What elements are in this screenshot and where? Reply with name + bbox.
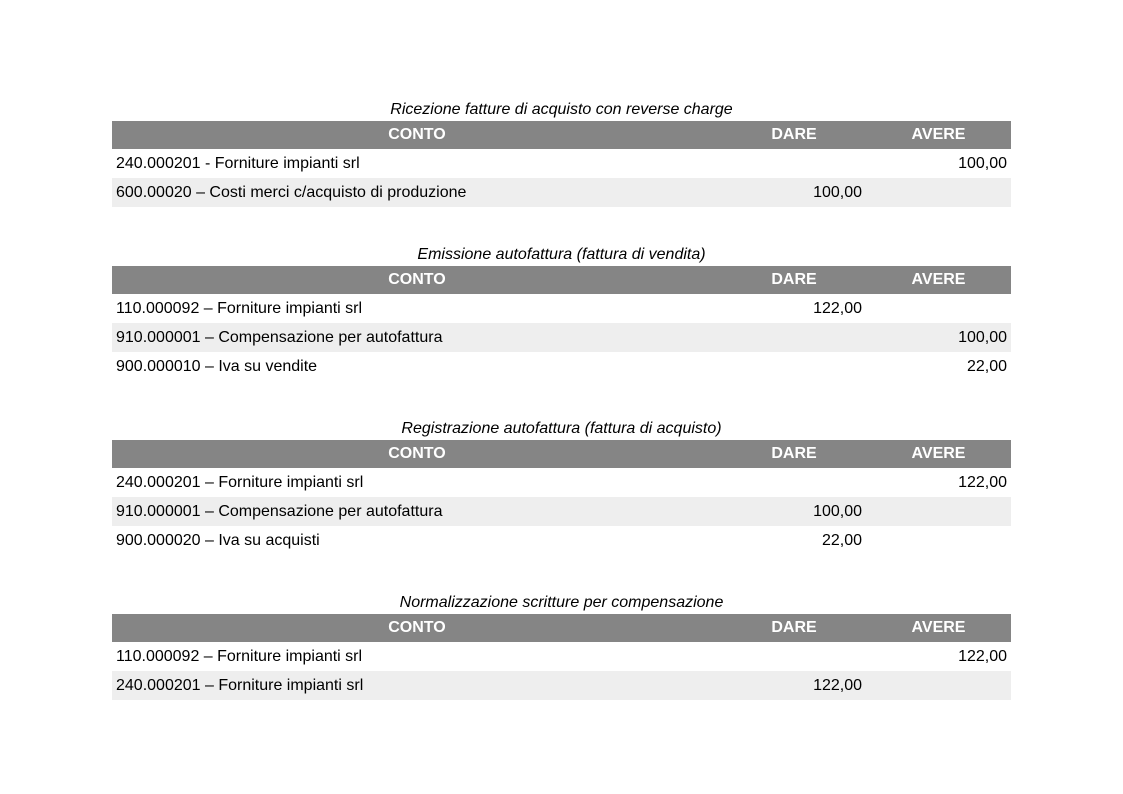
section-normalizzazione-scritture xyxy=(112,594,1011,700)
avere-cell xyxy=(866,294,1011,323)
journal-table xyxy=(112,440,1011,555)
avere-cell xyxy=(866,671,1011,700)
account-cell: 900.000010 – Iva su vendite xyxy=(112,352,722,381)
column-header-conto: CONTO xyxy=(112,121,722,149)
avere-cell xyxy=(866,178,1011,207)
column-header-avere: AVERE xyxy=(866,266,1011,294)
account-cell: 600.00020 – Costi merci c/acquisto di produzione xyxy=(112,178,722,207)
column-header-avere: AVERE xyxy=(866,121,1011,149)
account-cell: 240.000201 – Forniture impianti srl xyxy=(112,468,722,497)
avere-cell: 122,00 xyxy=(866,642,1011,671)
dare-cell xyxy=(722,149,866,178)
column-header-dare: DARE xyxy=(722,266,866,294)
avere-cell: 100,00 xyxy=(866,149,1011,178)
column-header-conto: CONTO xyxy=(112,614,722,642)
table-header-row xyxy=(112,440,1011,468)
section-emissione-autofattura xyxy=(112,246,1011,381)
table-row xyxy=(112,671,1011,700)
section-registrazione-autofattura xyxy=(112,420,1011,555)
column-header-dare: DARE xyxy=(722,121,866,149)
avere-cell xyxy=(866,497,1011,526)
column-header-dare: DARE xyxy=(722,614,866,642)
table-row xyxy=(112,468,1011,497)
table-row xyxy=(112,497,1011,526)
dare-cell xyxy=(722,642,866,671)
dare-cell: 100,00 xyxy=(722,178,866,207)
journal-table xyxy=(112,121,1011,207)
account-cell: 110.000092 – Forniture impianti srl xyxy=(112,294,722,323)
table-header-row xyxy=(112,614,1011,642)
dare-cell: 100,00 xyxy=(722,497,866,526)
account-cell: 910.000001 – Compensazione per autofattura xyxy=(112,497,722,526)
table-row xyxy=(112,526,1011,555)
journal-table xyxy=(112,266,1011,381)
dare-cell: 122,00 xyxy=(722,671,866,700)
avere-cell xyxy=(866,526,1011,555)
table-row xyxy=(112,178,1011,207)
section-title: Ricezione fatture di acquisto con reverse charge xyxy=(390,101,733,118)
dare-cell xyxy=(722,323,866,352)
table-row xyxy=(112,323,1011,352)
avere-cell: 122,00 xyxy=(866,468,1011,497)
dare-cell xyxy=(722,468,866,497)
table-header-row xyxy=(112,266,1011,294)
table-row xyxy=(112,642,1011,671)
journal-table xyxy=(112,614,1011,700)
document-page xyxy=(112,0,1011,700)
avere-cell: 100,00 xyxy=(866,323,1011,352)
column-header-dare: DARE xyxy=(722,440,866,468)
dare-cell: 22,00 xyxy=(722,526,866,555)
account-cell: 910.000001 – Compensazione per autofattura xyxy=(112,323,722,352)
table-row xyxy=(112,294,1011,323)
account-cell: 110.000092 – Forniture impianti srl xyxy=(112,642,722,671)
account-cell: 240.000201 - Forniture impianti srl xyxy=(112,149,722,178)
column-header-conto: CONTO xyxy=(112,440,722,468)
section-title: Registrazione autofattura (fattura di acquisto) xyxy=(401,420,722,437)
table-header-row xyxy=(112,121,1011,149)
column-header-avere: AVERE xyxy=(866,614,1011,642)
column-header-conto: CONTO xyxy=(112,266,722,294)
table-row xyxy=(112,149,1011,178)
account-cell: 240.000201 – Forniture impianti srl xyxy=(112,671,722,700)
section-ricezione-fatture xyxy=(112,101,1011,207)
section-title: Emissione autofattura (fattura di vendita) xyxy=(417,246,706,263)
avere-cell: 22,00 xyxy=(866,352,1011,381)
section-title: Normalizzazione scritture per compensazione xyxy=(399,594,724,611)
table-row xyxy=(112,352,1011,381)
dare-cell: 122,00 xyxy=(722,294,866,323)
account-cell: 900.000020 – Iva su acquisti xyxy=(112,526,722,555)
column-header-avere: AVERE xyxy=(866,440,1011,468)
dare-cell xyxy=(722,352,866,381)
